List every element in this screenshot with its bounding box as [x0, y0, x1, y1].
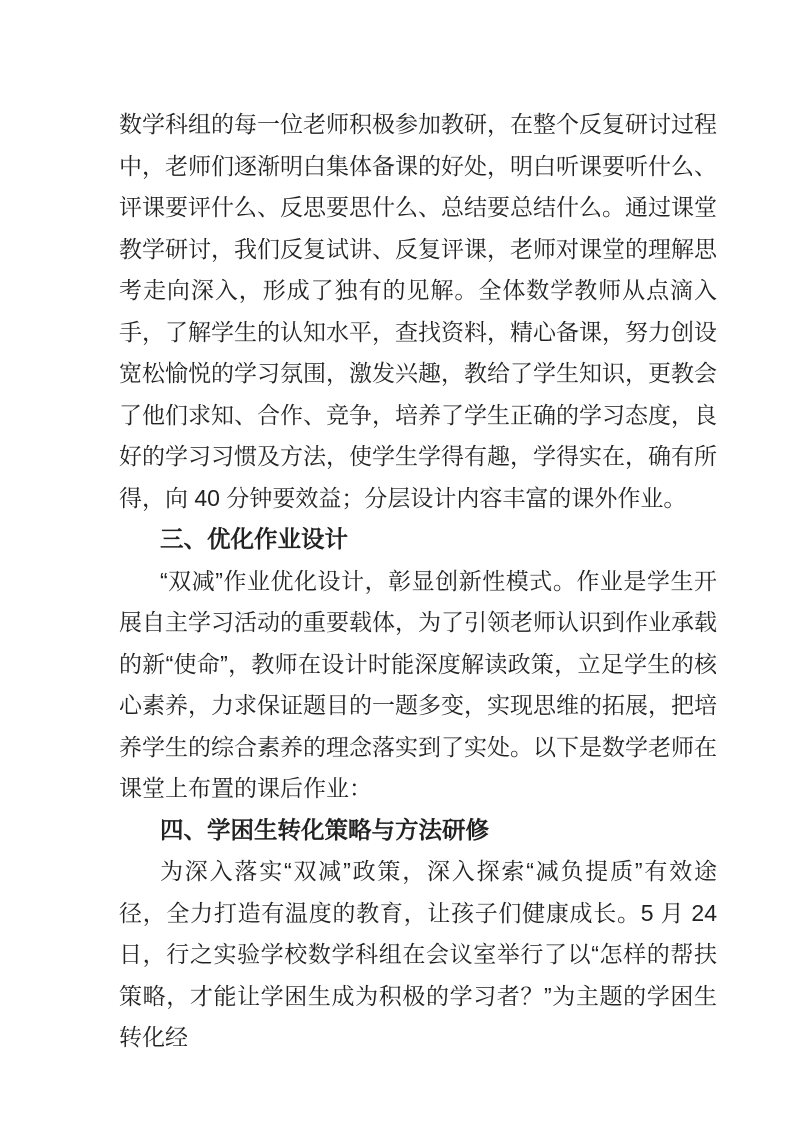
- section-heading-four: 四、学困生转化策略与方法研修: [160, 816, 489, 843]
- paragraph-struggling-students: 为深入落实“双减”政策，深入探索“减负提质”有效途径，全力打造有温度的教育，让孩子们健康成长。5 月 24 日，行之实验学校数学科组在会议室举行了以“怎样的帮扶策略，才能让学困生成为积极的学习者？”为主题的学困生转化经: [119, 858, 717, 1050]
- document-text-block: [119, 104, 717, 1059]
- paragraph-continuation: 数学科组的每一位老师积极参加教研，在整个反复研讨过程中，老师们逐渐明白集体备课的好处，明白听课要听什么、评课要评什么、反思要思什么、总结要总结什么。通过课堂教学研讨，我们反复试讲、反复评课，老师对课堂的理解思考走向深入，形成了独有的见解。全体数学教师从点滴入手，了解学生的认知水平，查找资料，精心备课，努力创设宽松愉悦的学习氛围，激发兴趣，教给了学生知识，更教会了他们求知、合作、竞争，培养了学生正确的学习态度，良好的学习习惯及方法，使学生学得有趣，学得实在，确有所得，向 40 分钟要效益；分层设计内容丰富的课外作业。: [119, 111, 717, 511]
- paragraph-homework-design: “双减”作业优化设计，彰显创新性模式。作业是学生开展自主学习活动的重要载体，为了引领老师认识到作业承载的新“使命”，教师在设计时能深度解读政策，立足学生的核心素养，力求保证题目的一题多变，实现思维的拓展，把培养学生的综合素养的理念落实到了实处。以下是数学老师在课堂上布置的课后作业：: [119, 567, 717, 801]
- section-heading-three: 三、优化作业设计: [160, 526, 348, 552]
